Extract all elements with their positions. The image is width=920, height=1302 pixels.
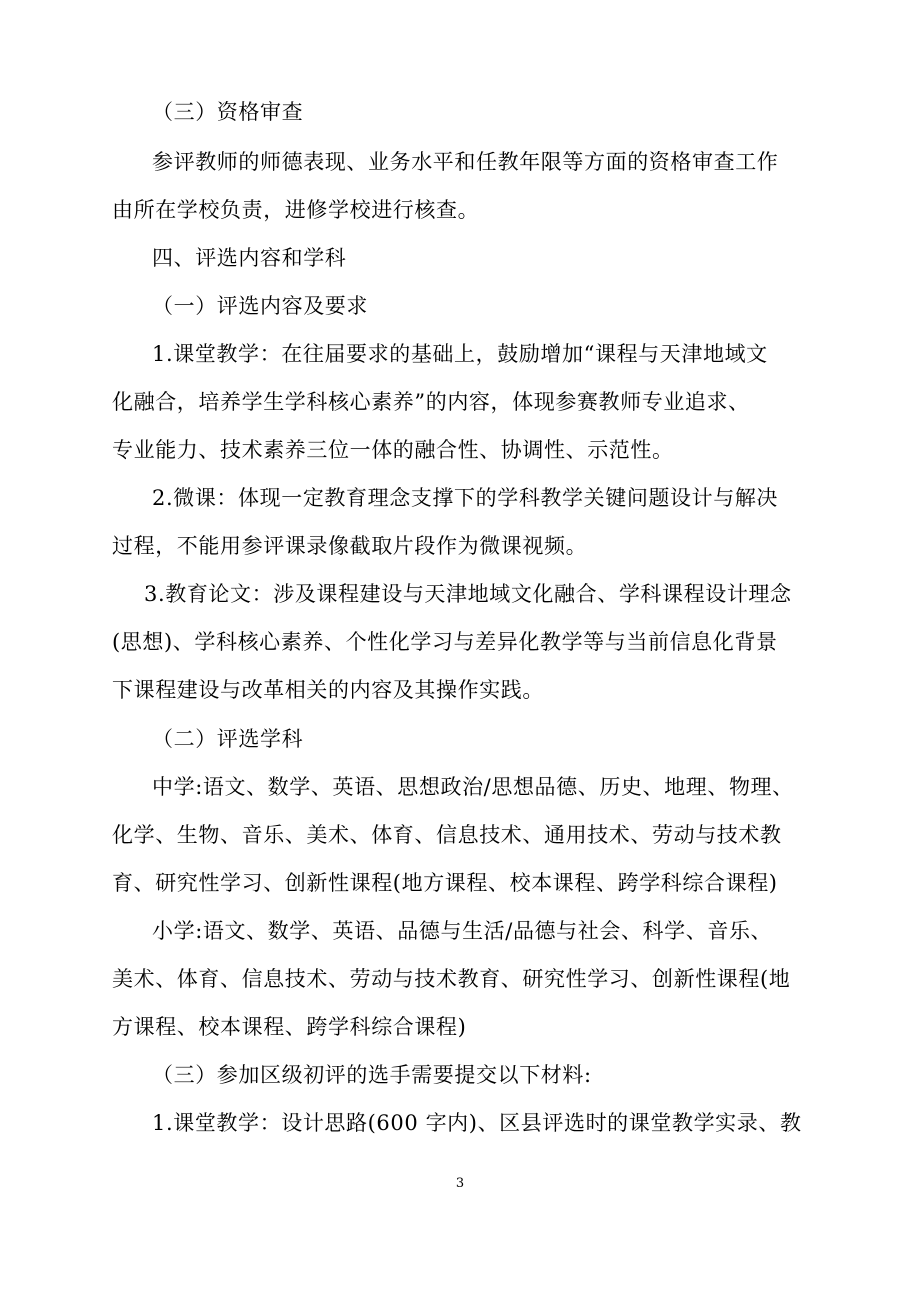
text-line: 1.课堂教学：在往届要求的基础上，鼓励增加“课程与天津地域文: [152, 342, 768, 366]
text-line: 过程，不能用参评课录像截取片段作为微课视频。: [112, 534, 588, 558]
text-line: 美术、体育、信息技术、劳动与技术教育、研究性学习、创新性课程(地: [112, 967, 791, 991]
text-line: 中学:语文、数学、英语、思想政治/思想品德、历史、地理、物理、: [152, 775, 794, 799]
text-line: 1.课堂教学：设计思路(600 字内)、区县评选时的课堂教学实录、教: [152, 1111, 802, 1135]
text-line: 化融合，培养学生学科核心素养”的内容，体现参赛教师专业追求、: [112, 390, 750, 414]
text-line: 由所在学校负责，进修学校进行核查。: [112, 198, 480, 222]
text-line: (思想)、学科核心素养、个性化学习与差异化教学等与当前信息化背景: [112, 630, 778, 654]
text-line: 化学、生物、音乐、美术、体育、信息技术、通用技术、劳动与技术教: [112, 823, 782, 847]
text-line: （三）资格审查: [152, 100, 304, 124]
subsection-heading: （二）评选学科: [152, 727, 304, 751]
text-line: 小学:语文、数学、英语、品德与生活/品德与社会、科学、音乐、: [152, 919, 773, 943]
subsection-heading: （一）评选内容及要求: [152, 294, 368, 318]
text-line: 参评教师的师德表现、业务水平和任教年限等方面的资格审查工作: [152, 150, 779, 174]
page-number: 3: [455, 1176, 465, 1191]
subsection-heading: （三）参加区级初评的选手需要提交以下材料:: [152, 1063, 592, 1087]
text-line: 3.教育论文：涉及课程建设与天津地域文化融合、学科课程设计理念: [144, 582, 792, 606]
text-line: 育、研究性学习、创新性课程(地方课程、校本课程、跨学科综合课程): [112, 871, 778, 895]
section-heading: 四、评选内容和学科: [152, 246, 347, 270]
text-line: 方课程、校本课程、跨学科综合课程): [112, 1015, 467, 1039]
text-line: 专业能力、技术素养三位一体的融合性、协调性、示范性。: [112, 438, 674, 462]
text-line: 下课程建设与改革相关的内容及其操作实践。: [112, 678, 544, 702]
text-line: 2.微课：体现一定教育理念支撑下的学科教学关键问题设计与解决: [152, 486, 779, 510]
